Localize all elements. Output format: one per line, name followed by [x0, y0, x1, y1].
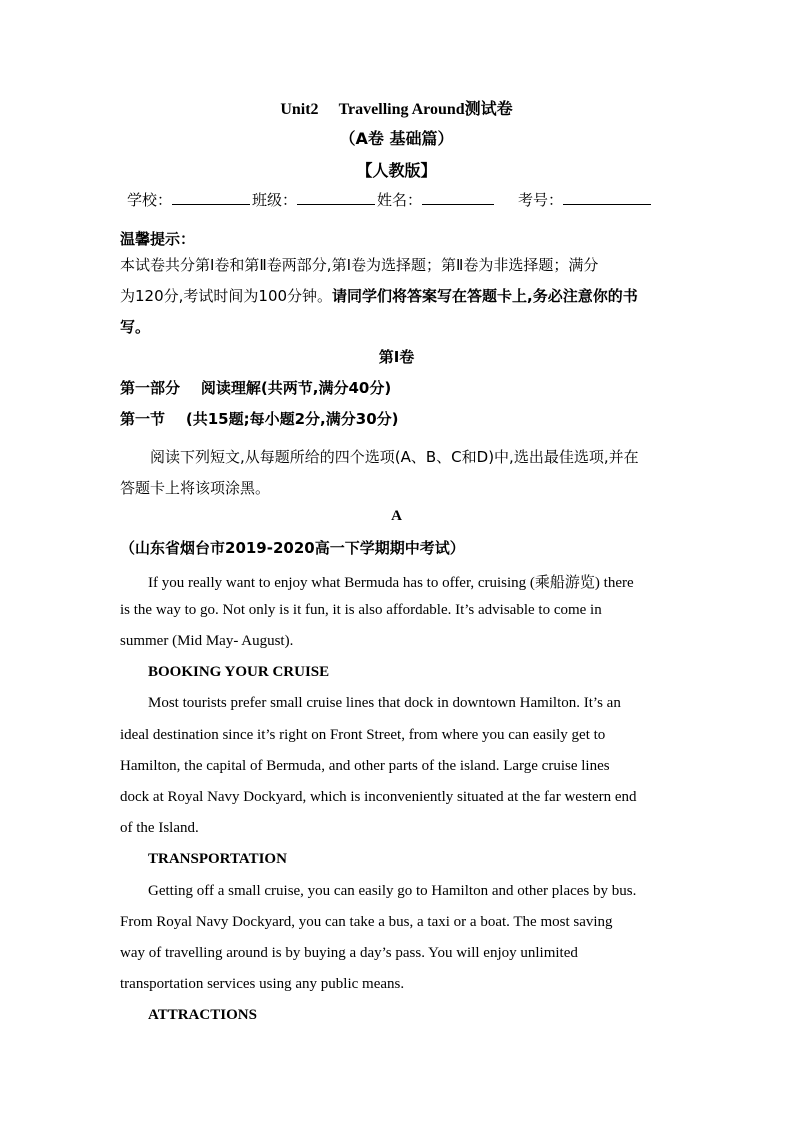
transport-line-2: From Royal Navy Dockyard, you can take a bus, a taxi or a boat. The most saving [120, 914, 613, 930]
intro-line-2: is the way to go. Not only is it fun, it is also affordable. It’s advisable to come in [120, 602, 602, 618]
name-label: 姓名： [377, 191, 423, 209]
title-unit: Unit2 [280, 101, 319, 118]
class-blank[interactable] [297, 189, 375, 205]
exam-no-label: 考号： [518, 191, 564, 209]
tips-line-3: 写。 [120, 318, 151, 336]
transport-heading: TRANSPORTATION [148, 851, 287, 867]
transport-line-4: transportation services using any public means. [120, 976, 405, 992]
intro-line-3: summer (Mid May- August). [120, 633, 294, 649]
instructions-line-2: 答题卡上将该项涂黑。 [120, 479, 271, 497]
instructions-line-1: 阅读下列短文,从每题所给的四个选项(A、B、C和D)中,选出最佳选项,并在 [150, 448, 639, 466]
part-heading: 第一部分 阅读理解(共两节,满分40分) [120, 379, 392, 397]
school-blank[interactable] [172, 189, 250, 205]
transport-line-3: way of travelling around is by buying a day’s pass. You will enjoy unlimited [120, 945, 578, 961]
transport-line-1: Getting off a small cruise, you can easily go to Hamilton and other places by bus. [148, 883, 637, 899]
exam-no-blank[interactable] [563, 189, 651, 205]
booking-line-2: ideal destination since it’s right on Front Street, from where you can easily get to [120, 727, 606, 743]
booking-line-4: dock at Royal Navy Dockyard, which is inconveniently situated at the far western end [120, 789, 637, 805]
name-blank[interactable] [422, 189, 494, 205]
booking-heading: BOOKING YOUR CRUISE [148, 664, 330, 680]
tips-line-2-normal: 为120分,考试时间为100分钟。 [120, 287, 333, 305]
page-subtitle: （A卷 基础篇） [339, 129, 454, 148]
section-heading: 第一节 (共15题;每小题2分,满分30分) [120, 410, 399, 428]
tips-line-1: 本试卷共分第Ⅰ卷和第Ⅱ卷两部分,第Ⅰ卷为选择题；第Ⅱ卷为非选择题；满分 [120, 256, 599, 274]
student-info-row [127, 189, 653, 210]
class-label: 班级： [252, 191, 298, 209]
tips-title: 温馨提示： [120, 230, 196, 248]
booking-line-1: Most tourists prefer small cruise lines that dock in downtown Hamilton. It’s an [148, 695, 621, 711]
booking-line-3: Hamilton, the capital of Bermuda, and other parts of the island. Large cruise lines [120, 758, 610, 774]
tips-line-2-bold: 请同学们将答案写在答题卡上,务必注意你的书 [332, 287, 638, 305]
school-label: 学校： [127, 191, 173, 209]
attractions-heading: ATTRACTIONS [148, 1007, 257, 1023]
edition-label: 【人教版】 [356, 161, 437, 180]
volume-heading: 第Ⅰ卷 [378, 348, 415, 366]
passage-source: （山东省烟台市2019-2020高一下学期期中考试） [120, 539, 465, 557]
booking-line-5: of the Island. [120, 820, 199, 836]
tips-line-2 [120, 285, 638, 306]
page-title [0, 96, 793, 119]
passage-letter: A [391, 508, 402, 524]
intro-line-1: If you really want to enjoy what Bermuda has to offer, cruising (乘船游览) there [148, 575, 634, 591]
title-name: Travelling Around测试卷 [338, 101, 513, 118]
